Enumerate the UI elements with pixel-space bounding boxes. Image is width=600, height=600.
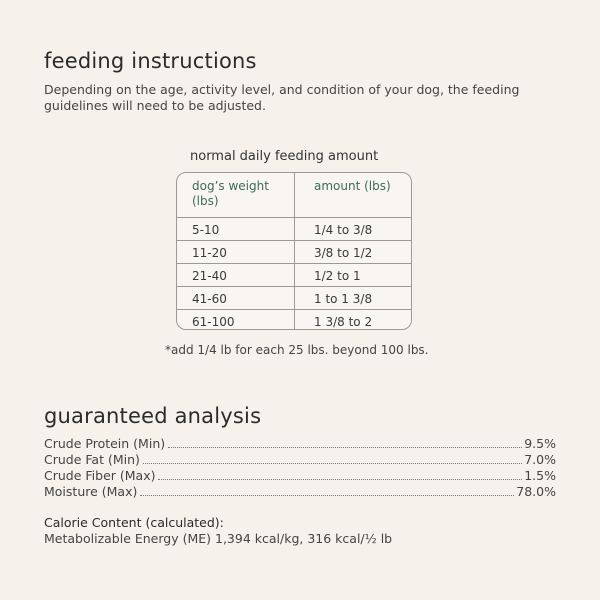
dot-leader bbox=[158, 478, 522, 480]
analysis-list bbox=[44, 436, 556, 500]
table-row bbox=[177, 217, 411, 240]
amount-cell: 1/2 to 1 bbox=[314, 269, 361, 283]
feeding-instructions-title: feeding instructions bbox=[44, 49, 257, 73]
feeding-table-title: normal daily feeding amount bbox=[190, 149, 379, 164]
table-row bbox=[177, 286, 411, 309]
table-row bbox=[177, 263, 411, 286]
feeding-table bbox=[176, 172, 412, 330]
amount-cell: 1 3/8 to 2 bbox=[314, 315, 373, 329]
amount-column-header: amount (lbs) bbox=[314, 179, 391, 193]
amount-cell: 1 to 1 3/8 bbox=[314, 292, 373, 306]
feeding-table-header bbox=[177, 173, 411, 217]
analysis-value: 1.5% bbox=[524, 468, 556, 483]
analysis-row-crude-protein bbox=[44, 436, 556, 452]
weight-cell: 5-10 bbox=[177, 218, 295, 240]
weight-cell: 41-60 bbox=[177, 287, 295, 309]
weight-cell: 11-20 bbox=[177, 241, 295, 263]
dot-leader bbox=[143, 462, 522, 464]
calorie-content-value: Metabolizable Energy (ME) 1,394 kcal/kg, 316 kcal/½ lb bbox=[44, 531, 393, 546]
weight-column-header: dog’s weight (lbs) bbox=[177, 173, 295, 217]
analysis-label: Crude Fat (Min) bbox=[44, 452, 140, 467]
amount-cell: 1/4 to 3/8 bbox=[314, 223, 373, 237]
weight-cell: 61-100 bbox=[177, 310, 295, 330]
analysis-row-crude-fat bbox=[44, 452, 556, 468]
amount-cell: 3/8 to 1/2 bbox=[314, 246, 373, 260]
feeding-footnote: *add 1/4 lb for each 25 lbs. beyond 100 lbs. bbox=[165, 343, 429, 357]
guaranteed-analysis-title: guaranteed analysis bbox=[44, 404, 262, 428]
table-row bbox=[177, 240, 411, 263]
analysis-value: 9.5% bbox=[524, 436, 556, 451]
analysis-value: 7.0% bbox=[524, 452, 556, 467]
analysis-label: Crude Protein (Min) bbox=[44, 436, 166, 451]
feeding-intro-text: Depending on the age, activity level, and condition of your dog, the feeding guidelines will need to be adjusted. bbox=[44, 82, 520, 113]
table-row bbox=[177, 309, 411, 330]
analysis-row-moisture bbox=[44, 484, 556, 500]
dot-leader bbox=[168, 446, 522, 448]
analysis-label: Moisture (Max) bbox=[44, 484, 138, 499]
analysis-row-crude-fiber bbox=[44, 468, 556, 484]
weight-cell: 21-40 bbox=[177, 264, 295, 286]
calorie-content-label: Calorie Content (calculated): bbox=[44, 515, 224, 530]
analysis-label: Crude Fiber (Max) bbox=[44, 468, 156, 483]
analysis-value: 78.0% bbox=[516, 484, 556, 499]
dot-leader bbox=[140, 494, 514, 496]
